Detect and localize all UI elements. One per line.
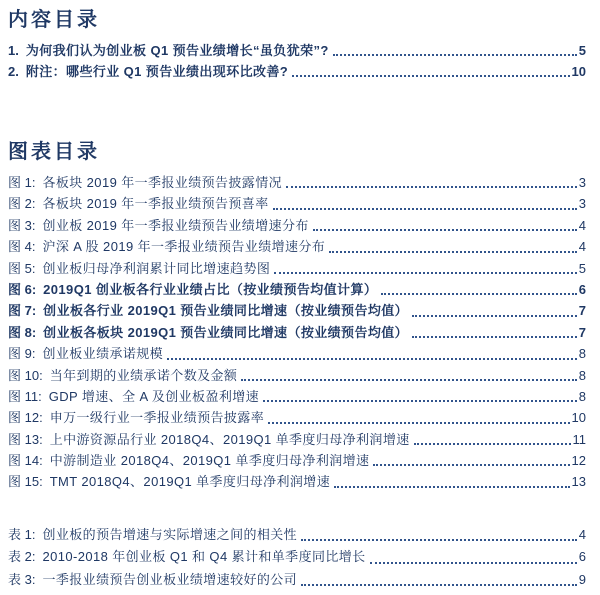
figure-toc-entry-title: 2019Q1 创业板各行业业绩占比（按业绩预告均值计算）	[43, 281, 378, 297]
figure-toc-entry[interactable]	[8, 172, 586, 193]
figure-toc-entry[interactable]	[8, 471, 586, 492]
table-toc-entry-page: 9	[578, 571, 586, 587]
figure-toc-entry[interactable]	[8, 407, 586, 428]
table-toc-entry-number: 表 1:	[8, 526, 36, 542]
dot-leader	[268, 422, 569, 424]
figure-toc-entry[interactable]	[8, 300, 586, 321]
content-toc-entry-page: 5	[578, 43, 586, 58]
dot-leader	[381, 293, 577, 295]
figure-toc-entry-number: 图 7:	[8, 303, 37, 319]
dot-leader	[313, 229, 577, 231]
figure-toc-entry-title: 创业板各板块 2019Q1 预告业绩同比增速（按业绩预告均值）	[43, 324, 409, 340]
figure-toc-entry-title: 沪深 A 股 2019 年一季报业绩预告业绩增速分布	[42, 239, 326, 255]
content-toc-entry-page: 10	[571, 64, 586, 79]
dot-leader	[286, 186, 577, 188]
dot-leader	[333, 54, 577, 56]
figure-toc-entry-page: 8	[578, 388, 586, 404]
figure-toc-entry[interactable]	[8, 236, 586, 257]
figure-toc-entry-number: 图 5:	[8, 260, 36, 276]
table-toc-entry-page: 6	[578, 549, 586, 565]
figure-toc-entry-number: 图 15:	[8, 474, 43, 490]
dot-leader	[167, 358, 577, 360]
figure-toc-entry[interactable]	[8, 279, 586, 300]
figure-toc-entry-title: 各板块 2019 年一季报业绩预告预喜率	[42, 196, 269, 212]
table-toc-entry-number: 表 3:	[8, 571, 36, 587]
content-toc-entry[interactable]	[8, 61, 586, 82]
figure-toc-entry-number: 图 6:	[8, 281, 37, 297]
table-toc-entry[interactable]	[8, 524, 586, 547]
figure-toc-entry-page: 8	[578, 367, 586, 383]
figure-toc-entry-number: 图 10:	[8, 367, 43, 383]
figure-toc-entry-page: 7	[578, 324, 586, 340]
figure-toc-entry-page: 12	[571, 453, 586, 469]
table-toc-entry-title: 创业板的预告增速与实际增速之间的相关性	[42, 526, 298, 542]
figure-toc-entry-number: 图 12:	[8, 410, 43, 426]
dot-leader	[274, 272, 576, 274]
figure-toc-entry-page: 11	[572, 431, 586, 447]
figure-toc-entry[interactable]	[8, 322, 586, 343]
content-toc-entry-number: 2.	[8, 64, 19, 79]
figure-toc-entry[interactable]	[8, 386, 586, 407]
content-toc-entry-title: 为何我们认为创业板 Q1 预告业绩增长“虽负犹荣”?	[25, 43, 329, 58]
figure-toc-entry-page: 7	[578, 303, 586, 319]
content-toc-list	[8, 40, 586, 82]
dot-leader	[241, 379, 576, 381]
figure-toc-entry-number: 图 1:	[8, 174, 36, 190]
dot-leader	[301, 584, 577, 586]
dot-leader	[334, 486, 569, 488]
table-toc-entry-page: 4	[578, 526, 586, 542]
figure-toc-entry-title: 中游制造业 2018Q4、2019Q1 单季度归母净利润增速	[49, 453, 370, 469]
content-toc-entry-number: 1.	[8, 43, 19, 58]
figure-toc-entry-page: 6	[578, 281, 586, 297]
table-toc-list	[8, 524, 586, 592]
dot-leader	[329, 251, 577, 253]
figure-toc-entry[interactable]	[8, 365, 586, 386]
figure-toc-entry-number: 图 3:	[8, 217, 36, 233]
figure-toc-entry-page: 3	[578, 196, 586, 212]
figure-toc-entry-number: 图 11:	[8, 388, 42, 404]
figure-toc-entry-title: 创业板 2019 年一季报业绩预告业绩增速分布	[42, 217, 309, 233]
figure-toc-entry-title: 创业板各行业 2019Q1 预告业绩同比增速（按业绩预告均值）	[43, 303, 409, 319]
figure-toc-entry[interactable]	[8, 215, 586, 236]
figure-toc-entry-page: 10	[571, 410, 586, 426]
table-toc-entry[interactable]	[8, 546, 586, 569]
figure-toc-list	[8, 172, 586, 493]
figure-toc-entry-number: 图 14:	[8, 453, 43, 469]
figure-toc-entry-title: 上中游资源品行业 2018Q4、2019Q1 单季度归母净利润增速	[49, 431, 410, 447]
figure-toc-entry-number: 图 4:	[8, 239, 36, 255]
figure-toc-entry-page: 4	[578, 217, 586, 233]
figure-toc-entry-number: 图 8:	[8, 324, 37, 340]
dot-leader	[263, 400, 577, 402]
figure-toc-entry-title: TMT 2018Q4、2019Q1 单季度归母净利润增速	[49, 474, 331, 490]
figure-toc-entry-title: 创业板业绩承诺规模	[42, 346, 164, 362]
figure-toc-entry-title: 当年到期的业绩承诺个数及金额	[49, 367, 238, 383]
dot-leader	[414, 443, 571, 445]
figure-toc-entry[interactable]	[8, 343, 586, 364]
figure-toc-entry[interactable]	[8, 429, 586, 450]
dot-leader	[412, 336, 577, 338]
content-toc-entry[interactable]	[8, 40, 586, 61]
table-toc-entry[interactable]	[8, 569, 586, 592]
table-toc-entry-title: 2010-2018 年创业板 Q1 和 Q4 累计和单季度同比增长	[42, 549, 366, 565]
content-toc-entry-title: 附注：哪些行业 Q1 预告业绩出现环比改善?	[25, 64, 289, 79]
figure-toc-entry-page: 13	[571, 474, 586, 490]
figure-toc-heading: 图表目录	[8, 141, 100, 163]
figure-toc-entry-title: 创业板归母净利润累计同比增速趋势图	[42, 260, 271, 276]
figure-toc-entry-page: 4	[578, 239, 586, 255]
dot-leader	[301, 539, 577, 541]
content-toc-heading: 内容目录	[8, 9, 100, 31]
figure-toc-entry[interactable]	[8, 450, 586, 471]
table-toc-entry-number: 表 2:	[8, 549, 36, 565]
figure-toc-entry[interactable]	[8, 258, 586, 279]
figure-toc-entry-number: 图 13:	[8, 431, 43, 447]
dot-leader	[273, 208, 577, 210]
figure-toc-entry-page: 8	[578, 346, 586, 362]
figure-toc-entry-page: 5	[578, 260, 586, 276]
dot-leader	[370, 562, 577, 564]
figure-toc-entry-title: 各板块 2019 年一季报业绩预告披露情况	[42, 174, 283, 190]
table-toc-entry-title: 一季报业绩预告创业板业绩增速较好的公司	[42, 571, 298, 587]
figure-toc-entry-title: 申万一级行业一季报业绩预告披露率	[49, 410, 265, 426]
figure-toc-entry-title: GDP 增速、全 A 及创业板盈利增速	[48, 388, 260, 404]
figure-toc-entry-number: 图 9:	[8, 346, 36, 362]
figure-toc-entry-number: 图 2:	[8, 196, 36, 212]
dot-leader	[292, 75, 569, 77]
dot-leader	[373, 464, 569, 466]
figure-toc-entry-page: 3	[578, 174, 586, 190]
dot-leader	[412, 315, 577, 317]
figure-toc-entry[interactable]	[8, 193, 586, 214]
